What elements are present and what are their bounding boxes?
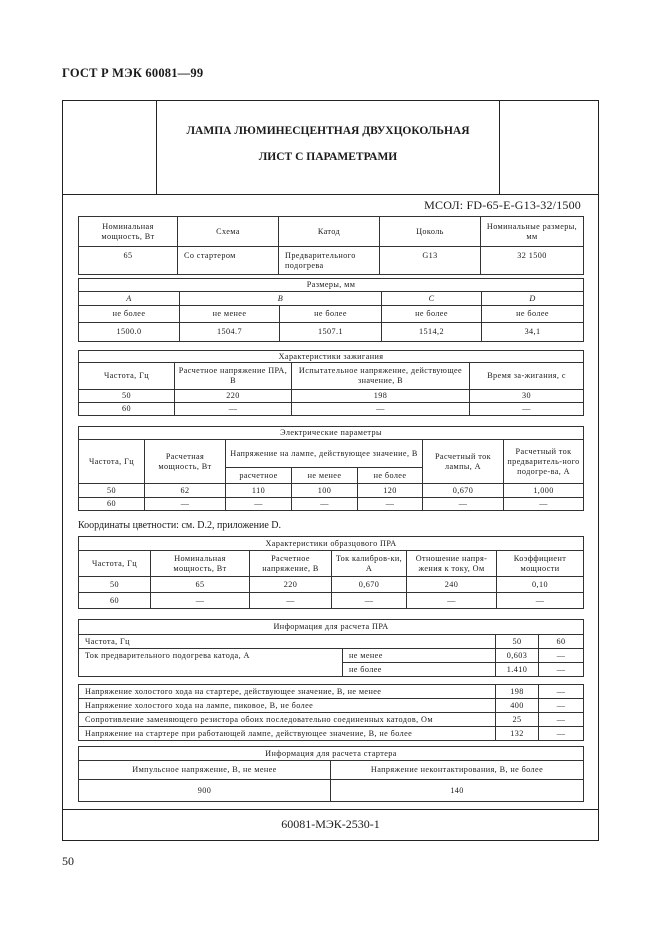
header-cell: Цоколь [380, 217, 481, 247]
value-cell: — [539, 727, 584, 741]
subheader-cell: не более [382, 306, 482, 323]
sheet-title: ЛАМПА ЛЮМИНЕСЦЕНТНАЯ ДВУХЦОКОЛЬНАЯ [186, 125, 470, 137]
page-number: 50 [62, 854, 74, 868]
value-cell: 25 [496, 713, 539, 727]
frequency-value: 60 [539, 635, 584, 649]
value-cell: 30 [470, 390, 584, 403]
header-cell: Напряжение на лампе, действующее значение, В [226, 440, 423, 468]
table-title: Размеры, мм [79, 279, 584, 292]
header-cell: Расчетное напряжение ПРА, В [175, 363, 292, 390]
value-cell: Со стартером [178, 247, 279, 275]
value-cell: 900 [79, 780, 331, 802]
dimension-group-a: A [79, 292, 180, 306]
value-cell: — [292, 403, 470, 416]
row-label: Напряжение холостого хода на лампе, пиковое, В, не более [79, 699, 496, 713]
sheet-subtitle: ЛИСТ С ПАРАМЕТРАМИ [258, 151, 398, 163]
subheader-cell: расчетное [226, 468, 292, 484]
value-cell: — [423, 498, 504, 511]
header-cell: Расчетная мощность, Вт [145, 440, 226, 484]
value-cell: — [226, 498, 292, 511]
parameter-sheet-frame [62, 100, 599, 841]
value-cell: 65 [151, 577, 250, 593]
value-cell: 0,670 [332, 577, 407, 593]
value-cell: 32 1500 [481, 247, 584, 275]
table-title: Характеристики зажигания [79, 351, 584, 363]
limit-label: не менее [343, 649, 496, 663]
value-cell: 0,670 [423, 484, 504, 498]
dimensions-table [78, 278, 584, 342]
table-title: Электрические параметры [79, 427, 584, 440]
value-cell: 198 [496, 685, 539, 699]
pra-info-table [78, 619, 584, 741]
value-cell: — [407, 593, 497, 609]
value-cell: 50 [79, 390, 175, 403]
value-cell: — [539, 649, 584, 663]
header-cell: Частота, Гц [79, 440, 145, 484]
dimension-group-c: C [382, 292, 482, 306]
subheader-cell: не более [79, 306, 180, 323]
header-cell: Номинальная мощность, Вт [79, 217, 178, 247]
row-label: Напряжение на стартере при работающей лампе, действующее значение, В, не более [79, 727, 496, 741]
value-cell: — [250, 593, 332, 609]
header-cell: Отношение напря-жения к току, Ом [407, 551, 497, 577]
header-cell: Испытательное напряжение, действующее значение, В [292, 363, 470, 390]
subheader-cell: не более [482, 306, 584, 323]
footer-divider [63, 809, 598, 810]
value-cell: 240 [407, 577, 497, 593]
row-label: Напряжение холостого хода на стартере, действующее значение, В, не менее [79, 685, 496, 699]
header-cell: Время за-жигания, с [470, 363, 584, 390]
value-cell: 220 [175, 390, 292, 403]
sheet-code: 60081-МЭК-2530-1 [281, 817, 380, 831]
value-cell: — [332, 593, 407, 609]
mcol-designation: МСОЛ: FD-65-E-G13-32/1500 [424, 198, 581, 212]
value-cell: 62 [145, 484, 226, 498]
value-cell: 140 [331, 780, 584, 802]
header-cell: Напряжение неконтактирования, В, не более [331, 761, 584, 780]
header-cell: Расчетный ток лампы, А [423, 440, 504, 484]
header-cell: Расчетное напряжение, В [250, 551, 332, 577]
subheader-cell: не менее [180, 306, 280, 323]
header-right-cell [499, 101, 598, 195]
value-cell: 1514,2 [382, 323, 482, 342]
header-cell: Частота, Гц [79, 363, 175, 390]
header-cell: Импульсное напряжение, В, не менее [79, 761, 331, 780]
value-cell: 132 [496, 727, 539, 741]
dimension-group-d: D [482, 292, 584, 306]
dimension-group-b: B [180, 292, 382, 306]
value-cell: — [292, 498, 358, 511]
table-title: Информация для расчета ПРА [79, 620, 584, 635]
document-code: ГОСТ Р МЭК 60081—99 [62, 66, 204, 80]
value-cell: 1504.7 [180, 323, 280, 342]
value-cell: 0,603 [496, 649, 539, 663]
value-cell: 60 [79, 593, 151, 609]
value-cell: 65 [79, 247, 178, 275]
value-cell: G13 [380, 247, 481, 275]
starter-info-table [78, 746, 584, 802]
subheader-cell: не более [280, 306, 382, 323]
electrical-table [78, 426, 584, 511]
value-cell: — [497, 593, 584, 609]
value-cell: 50 [79, 484, 145, 498]
value-cell: 110 [226, 484, 292, 498]
general-table [78, 216, 584, 275]
value-cell: 1,000 [504, 484, 584, 498]
ignition-table [78, 350, 584, 416]
row-label: Сопротивление заменяющего резистора обоих последовательно соединенных катодов, Ом [79, 713, 496, 727]
header-cell: Расчетный ток предваритель-ного подогре-ва, А [504, 440, 584, 484]
value-cell: 60 [79, 403, 175, 416]
value-cell: 198 [292, 390, 470, 403]
header-title-cell [157, 101, 499, 195]
value-cell: — [539, 663, 584, 677]
value-cell: — [504, 498, 584, 511]
frequency-label: Частота, Гц [79, 635, 496, 649]
value-cell: 50 [79, 577, 151, 593]
header-cell: Номинальная мощность, Вт [151, 551, 250, 577]
table-title: Характеристики образцового ПРА [79, 537, 584, 551]
value-cell: 1.410 [496, 663, 539, 677]
value-cell: — [539, 685, 584, 699]
table-title: Информация для расчета стартера [79, 747, 584, 761]
value-cell: — [539, 699, 584, 713]
value-cell: 0,10 [497, 577, 584, 593]
header-cell: Схема [178, 217, 279, 247]
header-cell: Частота, Гц [79, 551, 151, 577]
value-cell: — [145, 498, 226, 511]
value-cell: — [470, 403, 584, 416]
value-cell: 400 [496, 699, 539, 713]
value-cell: 34,1 [482, 323, 584, 342]
header-cell: Ток калибров-ки, А [332, 551, 407, 577]
limit-label: не более [343, 663, 496, 677]
value-cell: — [175, 403, 292, 416]
ballast-table [78, 536, 584, 609]
value-cell: — [539, 713, 584, 727]
frequency-value: 50 [496, 635, 539, 649]
header-cell: Номинальные размеры, мм [481, 217, 584, 247]
value-cell: — [151, 593, 250, 609]
header-cell: Коэффициент мощности [497, 551, 584, 577]
value-cell: Предварительного подогрева [279, 247, 380, 275]
value-cell: 1507.1 [280, 323, 382, 342]
value-cell: 1500.0 [79, 323, 180, 342]
value-cell: 220 [250, 577, 332, 593]
subheader-cell: не более [358, 468, 423, 484]
value-cell: 120 [358, 484, 423, 498]
value-cell: 60 [79, 498, 145, 511]
chromaticity-note: Координаты цветности: см. D.2, приложение D. [78, 520, 281, 531]
subheader-cell: не менее [292, 468, 358, 484]
value-cell: 100 [292, 484, 358, 498]
header-cell: Катод [279, 217, 380, 247]
header-left-cell [63, 101, 157, 195]
value-cell: — [358, 498, 423, 511]
preheat-label: Ток предварительного подогрева катода, А [79, 649, 343, 677]
